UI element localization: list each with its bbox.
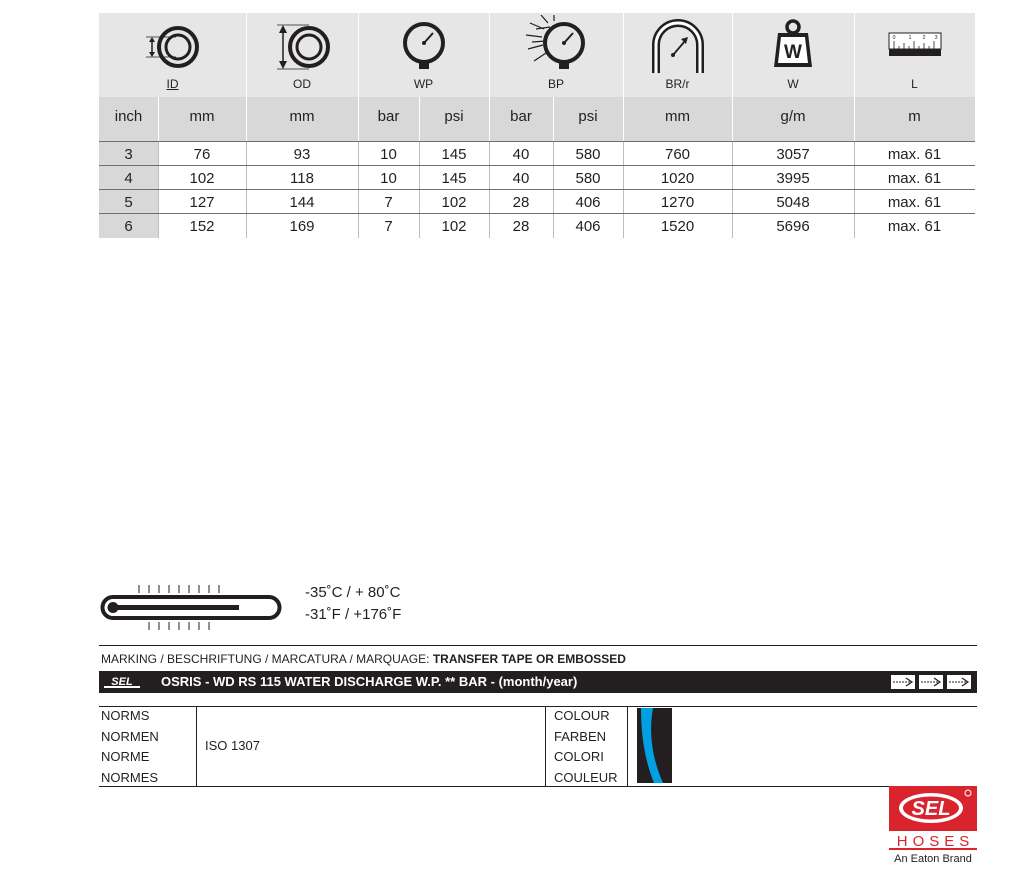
arrow-right-icon	[919, 675, 943, 689]
colour-swatch	[637, 708, 672, 783]
column-divider	[419, 142, 420, 166]
od-column-header	[246, 13, 358, 97]
temperature-celsius: -35˚C / + 80˚C	[305, 584, 401, 601]
column-divider	[158, 97, 159, 141]
column-divider	[158, 214, 159, 238]
colour-label: COLORI	[554, 749, 604, 764]
table-cell: 28	[512, 218, 530, 235]
table-cell: 145	[441, 170, 467, 187]
table-cell: 40	[512, 146, 530, 163]
column-divider	[489, 142, 490, 166]
column-divider	[358, 142, 359, 166]
column-divider	[732, 214, 733, 238]
column-divider	[623, 166, 624, 190]
column-divider	[158, 166, 159, 190]
table-cell: 102	[441, 218, 467, 235]
column-divider	[854, 166, 855, 190]
w-column-header	[732, 13, 854, 97]
column-divider	[553, 97, 554, 141]
table-cell: 7	[384, 194, 393, 211]
table-cell: 1270	[660, 194, 695, 211]
table-cell: 102	[189, 170, 215, 187]
divider	[627, 706, 628, 786]
column-divider	[489, 190, 490, 214]
column-divider	[854, 142, 855, 166]
column-divider	[419, 214, 420, 238]
brand-tagline: An Eaton Brand	[894, 853, 972, 865]
unit-header-cell: mm	[665, 108, 690, 125]
table-cell: 406	[575, 218, 601, 235]
table-cell: max. 61	[887, 218, 942, 235]
table-cell: 1020	[660, 170, 695, 187]
column-divider	[246, 214, 247, 238]
divider	[99, 645, 977, 646]
table-cell: max. 61	[887, 170, 942, 187]
spec-table	[99, 13, 975, 235]
inner-diameter-icon	[138, 15, 208, 77]
w-label: W	[787, 77, 799, 91]
column-divider	[158, 142, 159, 166]
colour-label: COLOUR	[554, 708, 610, 723]
column-divider	[246, 190, 247, 214]
bp-column-header	[489, 13, 623, 97]
l-label: L	[911, 77, 918, 91]
arrow-right-icon	[891, 675, 915, 689]
column-divider	[623, 190, 624, 214]
column-divider	[358, 190, 359, 214]
unit-header-cell: m	[908, 108, 921, 125]
table-cell: 580	[575, 146, 601, 163]
column-divider	[419, 166, 420, 190]
column-divider	[246, 166, 247, 190]
burst-pressure-icon	[516, 15, 596, 77]
column-divider	[419, 97, 420, 141]
table-cell: 118	[290, 170, 314, 187]
table-row	[99, 189, 975, 214]
table-cell: 580	[575, 170, 601, 187]
table-cell: 4	[99, 166, 158, 190]
column-divider	[553, 166, 554, 190]
divider	[196, 706, 197, 786]
scale-number: 3	[933, 35, 938, 41]
table-cell: 145	[441, 146, 467, 163]
pressure-gauge-icon	[389, 15, 459, 77]
table-cell: 1520	[660, 218, 695, 235]
table-cell: 76	[193, 146, 211, 163]
column-divider	[854, 190, 855, 214]
table-cell: max. 61	[887, 146, 942, 163]
table-cell: 40	[512, 170, 530, 187]
table-row	[99, 141, 975, 166]
norms-label: NORMS	[101, 708, 150, 723]
column-divider	[732, 142, 733, 166]
column-divider	[623, 214, 624, 238]
column-divider	[358, 166, 359, 190]
table-cell: 3	[99, 142, 158, 166]
table-cell: 169	[289, 218, 315, 235]
column-divider	[623, 13, 624, 141]
unit-header-cell: psi	[444, 108, 464, 125]
column-divider	[489, 214, 490, 238]
table-cell: 93	[293, 146, 311, 163]
id-column-header	[99, 13, 246, 97]
logo-text: SEL	[911, 798, 951, 820]
column-divider	[553, 214, 554, 238]
table-cell: 3057	[776, 146, 810, 163]
divider	[545, 706, 546, 786]
l-column-header	[854, 13, 975, 97]
table-cell: max. 61	[887, 194, 942, 211]
bend-radius-icon	[643, 15, 713, 77]
table-cell: 6	[99, 214, 158, 238]
table-cell: 760	[664, 146, 691, 163]
norms-label: NORMES	[101, 770, 159, 785]
colour-label: FARBEN	[554, 729, 607, 744]
table-cell: 144	[289, 194, 315, 211]
unit-header-cell: mm	[289, 108, 315, 125]
divider	[99, 786, 977, 787]
column-divider	[623, 142, 624, 166]
id-label: ID	[166, 77, 179, 91]
table-cell: 127	[189, 194, 215, 211]
column-divider	[553, 190, 554, 214]
marking-label-value: TRANSFER TAPE OR EMBOSSED	[432, 652, 626, 666]
column-divider	[854, 13, 855, 141]
column-divider	[246, 142, 247, 166]
arrow-right-icon	[947, 675, 971, 689]
bp-label: BP	[547, 77, 564, 91]
unit-header-cell: mm	[189, 108, 215, 125]
column-divider	[732, 13, 733, 141]
brand-name: HOSES	[896, 833, 975, 850]
column-divider	[489, 166, 490, 190]
table-cell: 3995	[776, 170, 810, 187]
column-divider	[358, 13, 359, 141]
wp-label: WP	[413, 77, 434, 91]
divider	[99, 706, 977, 707]
table-cell: 5	[99, 190, 158, 214]
column-divider	[732, 166, 733, 190]
length-ruler-icon	[880, 15, 950, 77]
temperature-fahrenheit: -31˚F / +176˚F	[305, 606, 402, 623]
norms-value: ISO 1307	[205, 738, 260, 753]
column-divider	[419, 190, 420, 214]
unit-header-cell: g/m	[780, 108, 806, 125]
br-label: BR/r	[665, 77, 690, 91]
table-cell: 7	[384, 218, 393, 235]
br-column-header	[623, 13, 732, 97]
norms-label: NORME	[101, 749, 150, 764]
outer-diameter-icon	[267, 15, 337, 77]
sel-logo-icon	[104, 674, 140, 691]
column-divider	[358, 214, 359, 238]
table-cell: 5696	[776, 218, 810, 235]
norms-label: NORMEN	[101, 729, 159, 744]
wp-column-header	[358, 13, 489, 97]
table-cell: 406	[575, 194, 601, 211]
unit-header-cell: psi	[578, 108, 598, 125]
table-cell: 10	[380, 146, 397, 163]
column-divider	[246, 13, 247, 141]
scale-number: 1	[907, 35, 912, 41]
unit-header-cell: inch	[114, 108, 143, 125]
weight-icon-letter: W	[784, 42, 802, 63]
table-cell: 10	[380, 170, 397, 187]
table-cell: 28	[512, 194, 530, 211]
table-row	[99, 165, 975, 190]
column-divider	[553, 142, 554, 166]
table-cell: 102	[441, 194, 467, 211]
unit-header-cell: bar	[377, 108, 400, 125]
marking-text: OSRIS - WD RS 115 WATER DISCHARGE W.P. ** BAR - (month/year)	[161, 674, 578, 689]
scale-number: 2	[921, 35, 926, 41]
scale-number: 0	[891, 35, 896, 41]
column-divider	[158, 190, 159, 214]
table-cell: 5048	[776, 194, 810, 211]
column-divider	[489, 13, 490, 141]
od-label: OD	[293, 77, 311, 91]
sel-logo-text: SEL	[111, 676, 133, 688]
thermometer-icon	[99, 580, 289, 632]
column-divider	[854, 214, 855, 238]
column-divider	[732, 190, 733, 214]
marking-bar	[99, 671, 977, 693]
marking-label-prefix: MARKING / BESCHRIFTUNG / MARCATURA / MARQUAGE:	[101, 652, 430, 666]
weight-icon	[758, 15, 828, 77]
unit-header-cell: bar	[510, 108, 532, 125]
table-row	[99, 213, 975, 238]
marking-label	[101, 652, 626, 666]
table-cell: 152	[189, 218, 215, 235]
colour-label: COULEUR	[554, 770, 618, 785]
